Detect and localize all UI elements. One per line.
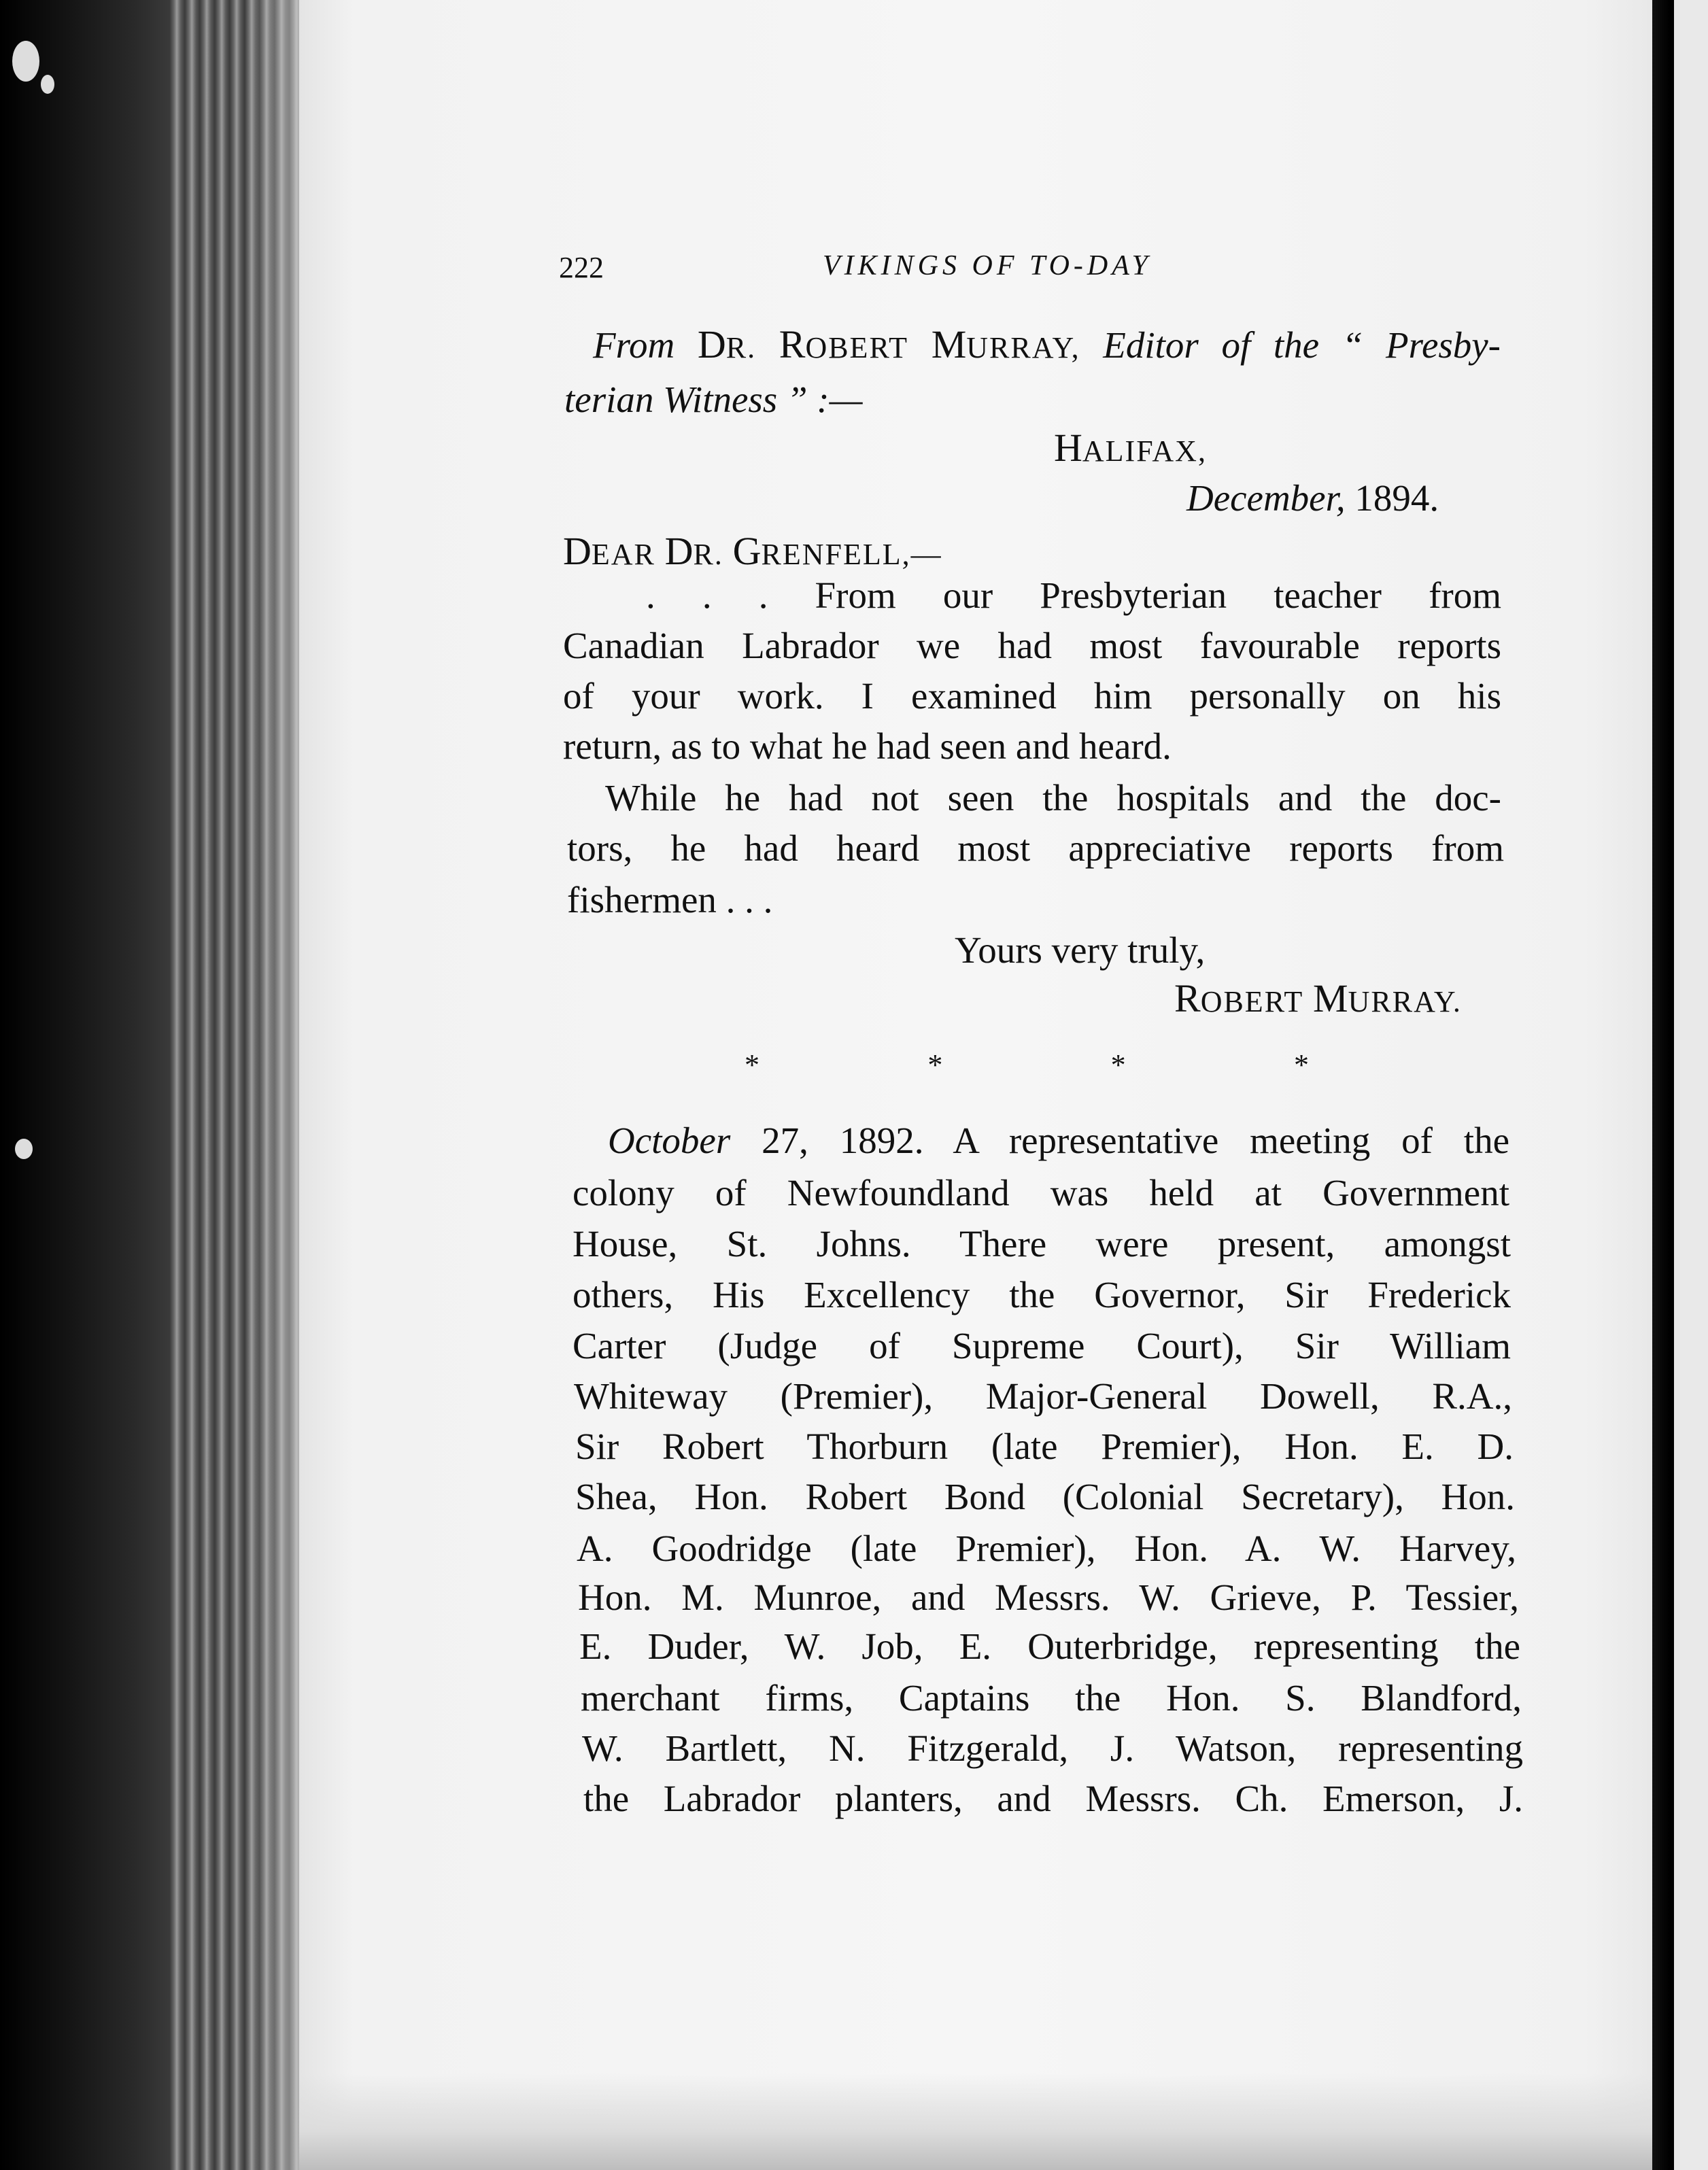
intro-editor: Editor of the [1103, 324, 1320, 366]
separator-star: * [1110, 1048, 1126, 1082]
section-separator [745, 1050, 1309, 1080]
entry-line: others, His Excellency the Governor, Sir Frederick [573, 1274, 1511, 1315]
intro-from: From [593, 324, 675, 366]
scan-speck [41, 75, 54, 94]
page-number: 222 [559, 251, 604, 284]
letter-body-line: . . . From our Presbyterian teacher from [646, 574, 1501, 616]
letter-body-line: Canadian Labrador we had most favourable reports [563, 625, 1501, 666]
entry-line: Shea, Hon. Robert Bond (Colonial Secretary), Hon. [575, 1476, 1515, 1517]
running-title: VIKINGS OF TO-DAY [823, 250, 1152, 281]
letter-signature: ROBERT MURRAY. [1174, 976, 1462, 1020]
entry-first-line-text: A representative meeting of the [953, 1120, 1510, 1161]
letter-body-line: While he had not seen the hospitals and the doc- [605, 777, 1501, 819]
letter-closing: Yours very truly, [955, 929, 1206, 971]
letter-body-line: return, as to what he had seen and heard. [563, 725, 1172, 767]
letter-place: HALIFAX, [1054, 426, 1207, 470]
entry-line: Sir Robert Thorburn (late Premier), Hon. E. D. [575, 1426, 1514, 1467]
entry-line: House, St. Johns. There were present, amongst [573, 1223, 1511, 1264]
letter-body-line: fishermen . . . [567, 879, 773, 920]
scan-speck [15, 1139, 33, 1159]
entry-line: W. Bartlett, N. Fitzgerald, J. Watson, representing [582, 1727, 1523, 1769]
entry-line: Carter (Judge of Supreme Court), Sir William [573, 1325, 1511, 1366]
entry-line: the Labrador planters, and Messrs. Ch. Emerson, J. [583, 1778, 1523, 1819]
entry-line: E. Duder, W. Job, E. Outerbridge, representing the [579, 1625, 1520, 1667]
entry-date-rest: 27, 1892. [762, 1120, 924, 1161]
scan-speck [12, 41, 39, 82]
entry-line: merchant firms, Captains the Hon. S. Blandford, [581, 1677, 1522, 1719]
letter-salutation: DEAR DR. GRENFELL,— [563, 529, 942, 573]
letter-intro-line-1: From DR. ROBERT MURRAY, Editor of the “ Presby- [593, 322, 1501, 366]
intro-presby: “ Presby- [1342, 324, 1501, 366]
entry-date-month: October [608, 1120, 731, 1161]
letter-body-line: tors, he had heard most appreciative reports from [567, 827, 1504, 869]
entry-line: Hon. M. Munroe, and Messrs. W. Grieve, P. Tessier, [578, 1577, 1519, 1618]
separator-star: * [927, 1048, 943, 1082]
page-bottom-shade [299, 2073, 1652, 2170]
entry-line: colony of Newfoundland was held at Government [573, 1172, 1509, 1213]
next-page-sliver [1674, 0, 1708, 2170]
entry-first-line [608, 1122, 1509, 1159]
letter-body-line: of your work. I examined him personally on his [563, 675, 1501, 717]
letter-intro-line-2: terian Witness ” :— [564, 379, 863, 420]
entry-line: A. Goodridge (late Premier), Hon. A. W. Harvey, [577, 1528, 1516, 1569]
letter-date: December, 1894. [1186, 477, 1439, 519]
entry-line: Whiteway (Premier), Major-General Dowell, R.A., [574, 1375, 1512, 1417]
separator-star: * [1293, 1048, 1309, 1082]
separator-star: * [745, 1048, 759, 1082]
book-spine-shadow [0, 0, 170, 2170]
